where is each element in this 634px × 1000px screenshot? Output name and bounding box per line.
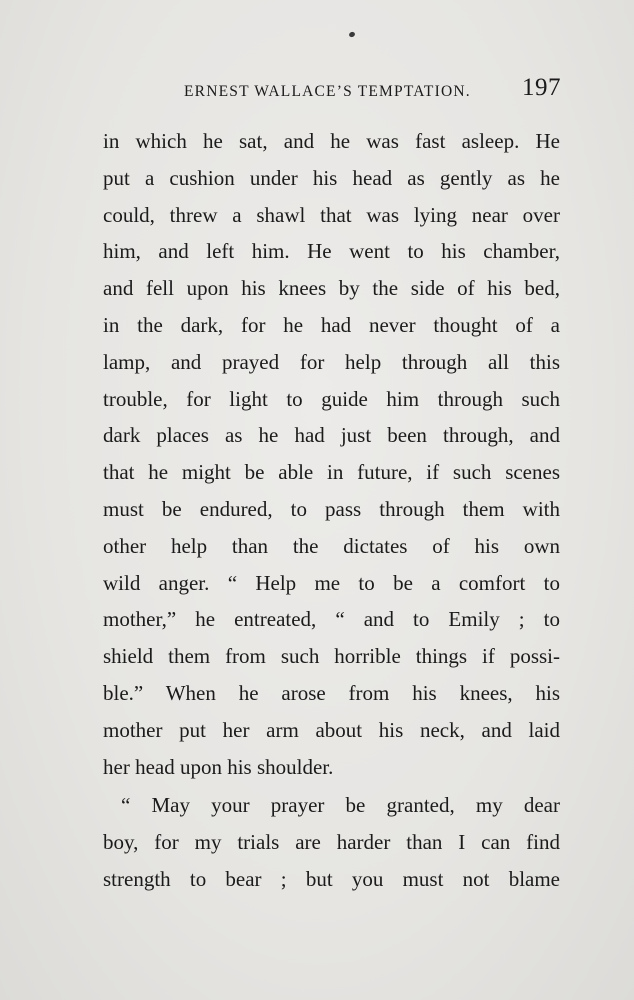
text-line: in which he sat, and he was fast asleep. He bbox=[103, 129, 560, 153]
ink-speck bbox=[348, 31, 355, 38]
page-number: 197 bbox=[522, 74, 561, 101]
text-line: that he might be able in future, if such scenes bbox=[103, 460, 560, 485]
running-head: ERNEST WALLACE’S TEMPTATION. bbox=[184, 83, 471, 100]
text-line: in the dark, for he had never thought of a bbox=[103, 312, 560, 337]
paragraph bbox=[103, 787, 560, 897]
text-line: strength to bear ; but you must not blame bbox=[103, 866, 560, 891]
text-line: her head upon his shoulder. bbox=[103, 754, 334, 779]
text-line: shield them from such horrible things if possi- bbox=[103, 644, 560, 669]
text-line: other help than the dictates of his own bbox=[103, 533, 560, 558]
page-header bbox=[0, 72, 634, 106]
body-text bbox=[103, 123, 560, 898]
text-line: wild anger. “ Help me to be a comfort to bbox=[103, 570, 560, 595]
text-line: must be endured, to pass through them with bbox=[103, 496, 560, 521]
text-line: mother,” he entreated, “ and to Emily ; to bbox=[103, 607, 560, 632]
text-line: and fell upon his knees by the side of his bed, bbox=[103, 276, 560, 301]
text-line: boy, for my trials are harder than I can find bbox=[103, 830, 560, 855]
text-line: him, and left him. He went to his chamber, bbox=[103, 239, 560, 264]
text-line: put a cushion under his head as gently as he bbox=[103, 165, 560, 190]
text-line: trouble, for light to guide him through such bbox=[103, 386, 560, 411]
text-line: could, threw a shawl that was lying near over bbox=[103, 202, 560, 227]
text-line: dark places as he had just been through, and bbox=[103, 423, 560, 448]
paragraph bbox=[103, 123, 560, 785]
text-line: “ May your prayer be granted, my dear bbox=[121, 793, 560, 818]
text-line: lamp, and prayed for help through all this bbox=[103, 349, 560, 374]
text-line: ble.” When he arose from his knees, his bbox=[103, 680, 560, 705]
text-line: mother put her arm about his neck, and laid bbox=[103, 717, 560, 742]
